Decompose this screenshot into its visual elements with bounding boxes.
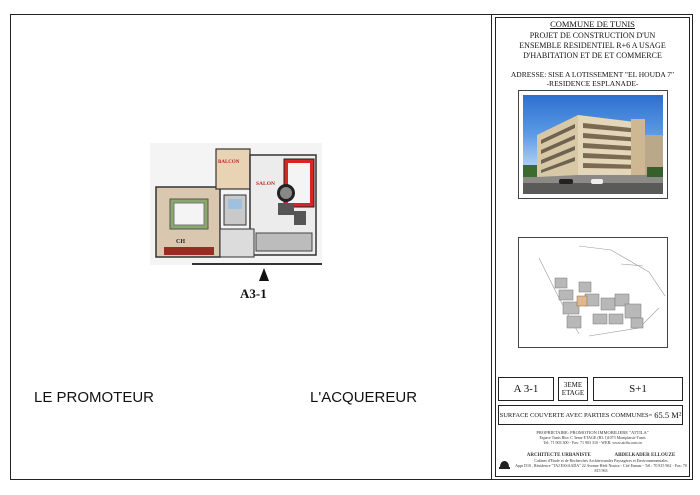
building-rendering [518, 90, 668, 199]
project-address: ADRESSE: SISE A LOTISSEMENT "EL HOUDA 7" -RESIDENCE ESPLANADE- [510, 70, 675, 88]
surface-cell [498, 405, 683, 425]
frame-divider [491, 14, 492, 480]
floor-plan-drawing [150, 143, 322, 265]
signature-promoteur: LE PROMOTEUR [34, 389, 155, 406]
building-photo [523, 95, 663, 194]
surface-value: 65.5 M² [654, 410, 682, 420]
room-label-salon: SALON [256, 181, 275, 187]
orientation-arrow-icon [259, 268, 269, 281]
unit-code-cell: A 3-1 [498, 377, 554, 401]
room-label-ch: CH [176, 239, 185, 245]
signature-acquereur: L'ACQUEREUR [310, 389, 418, 406]
plan-unit-label: A3-1 [240, 286, 267, 301]
building-image [523, 95, 663, 194]
project-title: PROJET DE CONSTRUCTION D'UN ENSEMBLE RESIDENTIEL R+6 A USAGE D'HABITATION ET DE ET COMMERCE [519, 31, 666, 60]
surface-label: SURFACE COUVERTE AVEC PARTIES COMMUNES= [499, 411, 653, 419]
room-label-balcon: BALCON [218, 160, 240, 165]
floor-cell: 3EME ETAGE [558, 377, 588, 401]
site-plan-drawing [519, 238, 667, 347]
architect-title: ARCHITECTE URBANISTE [526, 453, 591, 458]
promoter-info: PROPRIETAIRE: PROMOTION IMMOBILIERE "ATTILA" Espace Tunis Bloc C 3eme ETAGE (B3.1)1073 Montplaisir-Tunis Tel: 71 903 300 - Fax: 71 903 310 - WEB: www.attila.com.tn [536, 430, 649, 445]
floor-plan [150, 143, 322, 265]
commune-title: COMMUNE DE TUNIS [550, 19, 635, 29]
architect-info: ARCHITECTE URBANISTE ABDELKADER ELLOUZE Cabinet d'Etude et de Recherches Architecturales Paysagères et Environnementales Appt D10 , Résidence "TAJ ESSAADA" 22 Avenue Hédi Nouira - Cité Ennasr - Tél : 70 815 962 - Fax: 70 815 963 [515, 453, 687, 473]
site-plan [518, 237, 668, 348]
architect-name: ABDELKADER ELLOUZE [614, 453, 676, 458]
unit-type-cell: S+1 [593, 377, 683, 401]
architect-logo-icon [498, 455, 511, 470]
